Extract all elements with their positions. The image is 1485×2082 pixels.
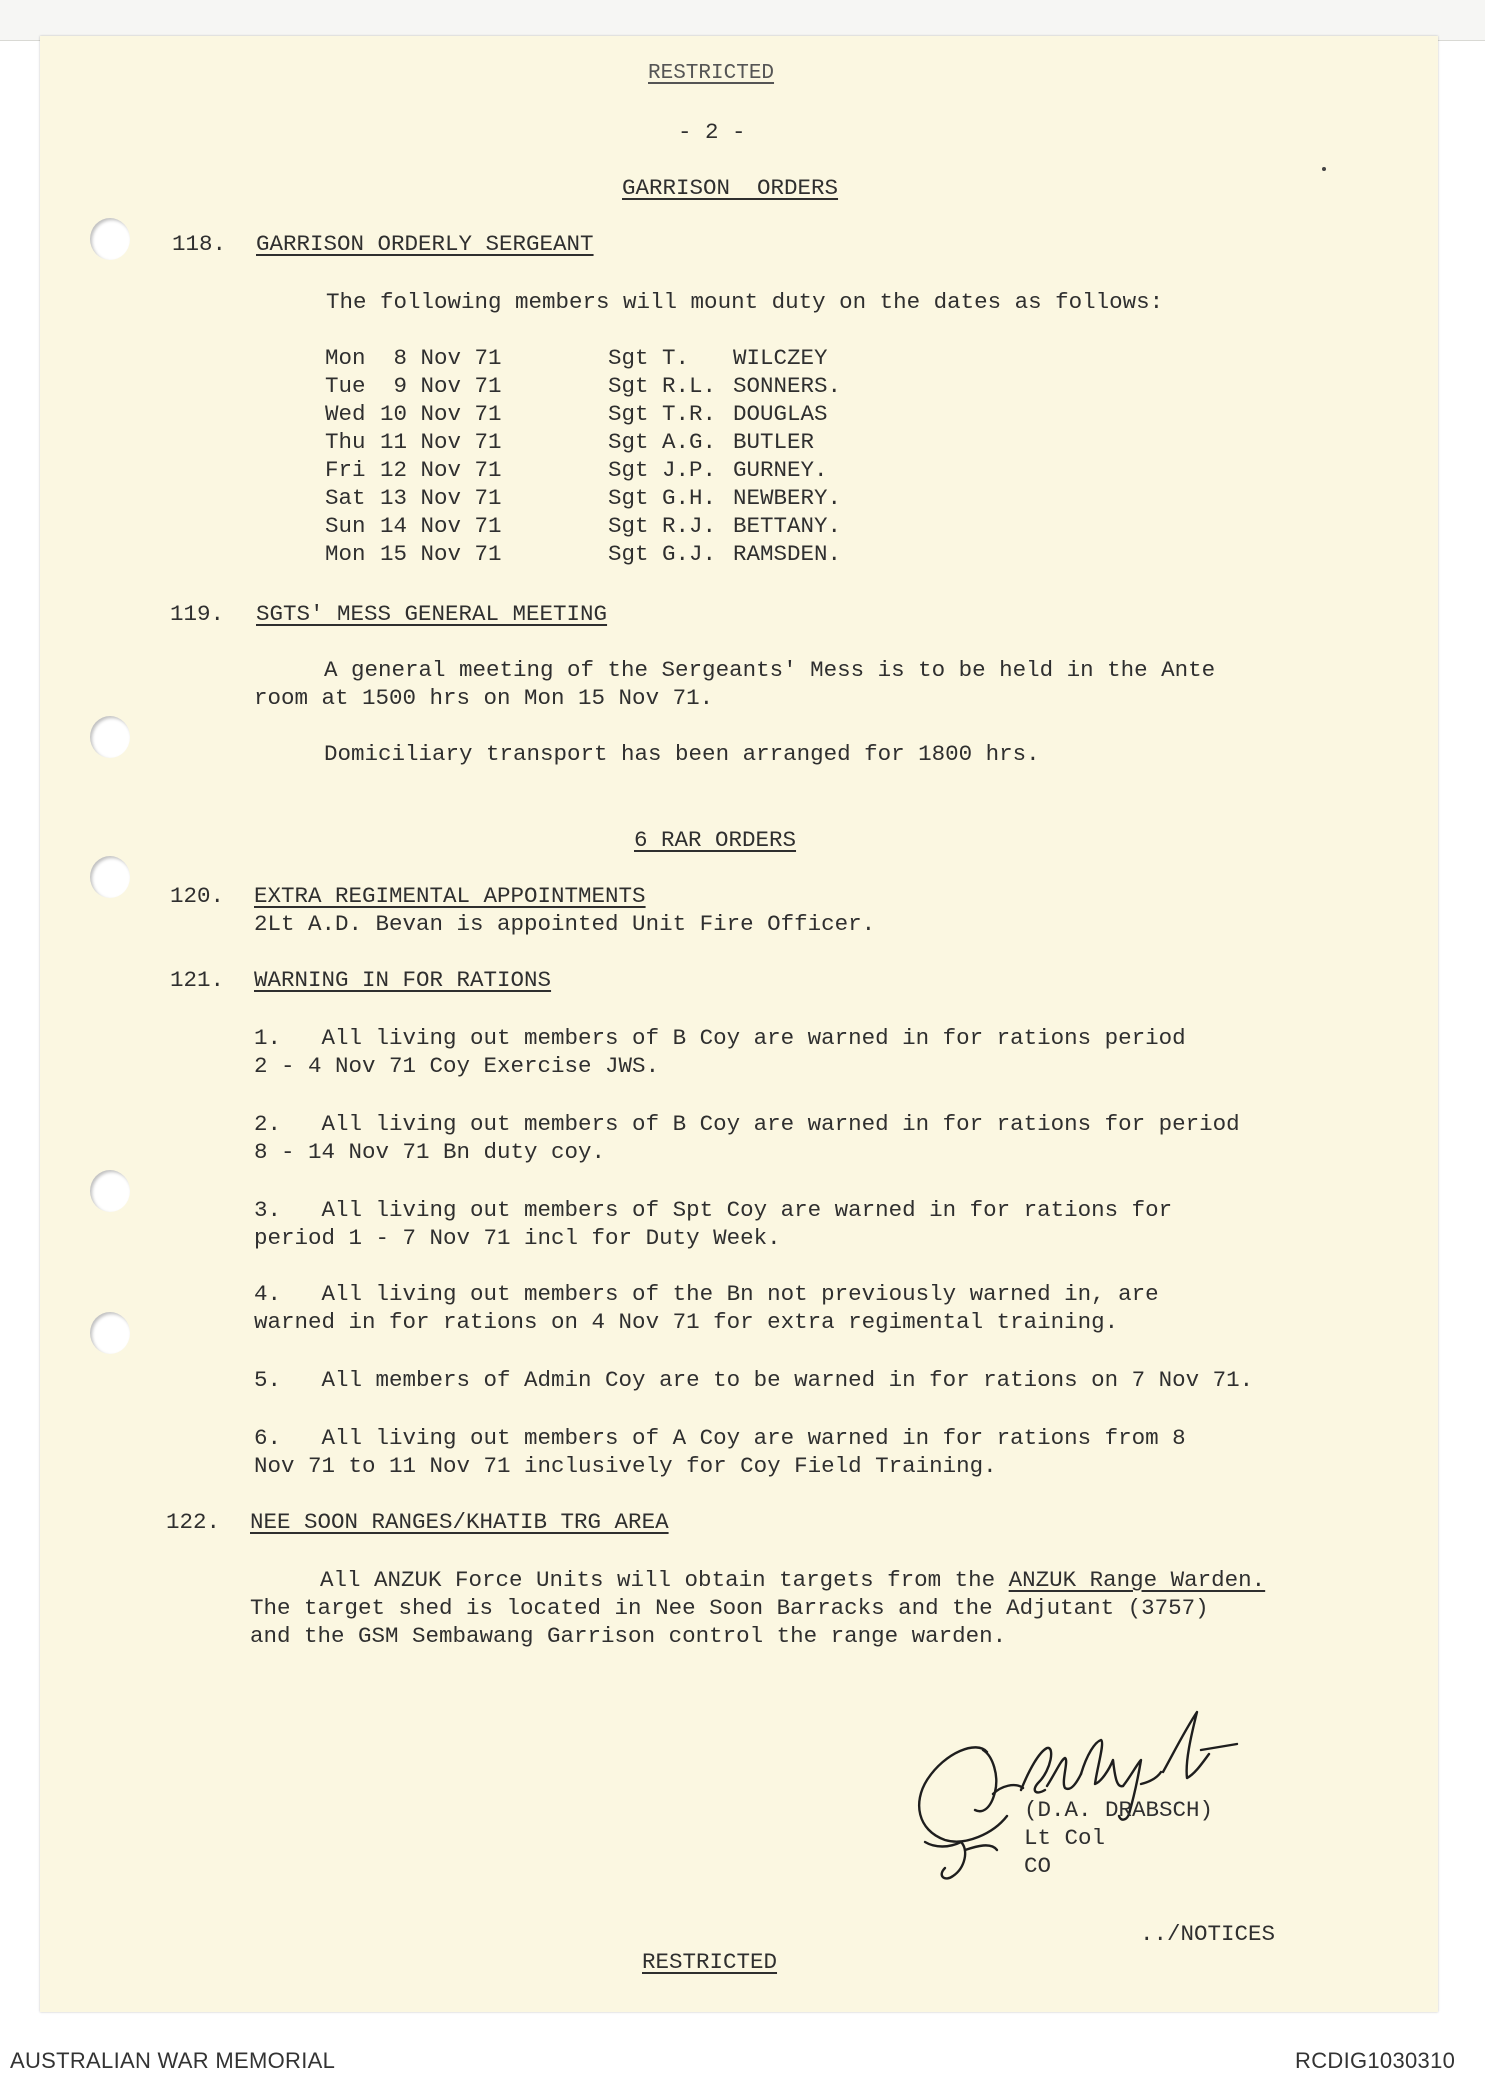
viewer-top-strip xyxy=(0,0,1485,41)
roster-initials: T.R. xyxy=(662,401,717,427)
ration-paragraph-line: 5. All members of Admin Coy are to be warned in for rations on 7 Nov 71. xyxy=(254,1367,1254,1393)
section-title-6rar: 6 RAR ORDERS xyxy=(634,827,797,853)
ration-paragraph-line: 2 - 4 Nov 71 Coy Exercise JWS. xyxy=(254,1053,660,1079)
ration-paragraph-line: 1. All living out members of B Coy are warned in for rations period xyxy=(254,1025,1186,1051)
punch-hole xyxy=(90,1170,130,1212)
roster-day: Tue xyxy=(325,373,366,399)
roster-initials: G.H. xyxy=(662,485,717,511)
roster-initials: J.P. xyxy=(662,457,717,483)
classification-top: RESTRICTED xyxy=(648,62,775,85)
roster-initials: G.J. xyxy=(662,541,717,567)
item-heading: EXTRA REGIMENTAL APPOINTMENTS xyxy=(254,883,646,909)
roster-date: 12 Nov 71 xyxy=(380,457,502,483)
roster-initials: R.L. xyxy=(662,373,717,399)
section-title-garrison: GARRISON ORDERS xyxy=(622,175,839,201)
ration-paragraph-line: 6. All living out members of A Coy are warned in for rations from 8 xyxy=(254,1425,1186,1451)
roster-date: 9 Nov 71 xyxy=(380,373,502,399)
archive-name: AUSTRALIAN WAR MEMORIAL xyxy=(10,2048,336,2073)
ration-paragraph-line: period 1 - 7 Nov 71 incl for Duty Week. xyxy=(254,1225,781,1251)
roster-rank: Sgt xyxy=(608,513,649,539)
roster-day: Wed xyxy=(325,401,366,427)
punch-hole xyxy=(90,218,130,260)
item-number: 121. xyxy=(170,967,225,993)
roster-rank: Sgt xyxy=(608,373,649,399)
roster-name: SONNERS. xyxy=(733,373,842,399)
roster-date: 10 Nov 71 xyxy=(380,401,502,427)
roster-date: 15 Nov 71 xyxy=(380,541,502,567)
roster-name: GURNEY. xyxy=(733,457,828,483)
item-text: room at 1500 hrs on Mon 15 Nov 71. xyxy=(254,685,714,711)
punch-hole xyxy=(90,1312,130,1354)
roster-rank: Sgt xyxy=(608,457,649,483)
roster-name: WILCZEY xyxy=(733,345,828,371)
item-text: A general meeting of the Sergeants' Mess is to be held in the Ante xyxy=(324,657,1216,683)
item-heading: WARNING IN FOR RATIONS xyxy=(254,967,552,993)
roster-rank: Sgt xyxy=(608,345,649,371)
roster-day: Sat xyxy=(325,485,366,511)
classification-bottom: RESTRICTED xyxy=(642,1949,778,1975)
item-text xyxy=(320,1566,1265,1594)
item-text: The target shed is located in Nee Soon Barracks and the Adjutant (3757) xyxy=(250,1595,1209,1621)
ration-paragraph-line: 8 - 14 Nov 71 Bn duty coy. xyxy=(254,1139,606,1165)
signatory-appointment: CO xyxy=(1024,1853,1052,1879)
ration-paragraph-line: Nov 71 to 11 Nov 71 inclusively for Coy Field Training. xyxy=(254,1453,997,1479)
roster-rank: Sgt xyxy=(608,485,649,511)
item-text: Domiciliary transport has been arranged for 1800 hrs. xyxy=(324,741,1040,767)
item-number: 118. xyxy=(172,231,227,257)
roster-date: 14 Nov 71 xyxy=(380,513,502,539)
roster-initials: T. xyxy=(662,345,690,371)
roster-name: BUTLER xyxy=(733,429,815,455)
ration-paragraph-line: 2. All living out members of B Coy are warned in for rations for period xyxy=(254,1111,1240,1137)
roster-name: BETTANY. xyxy=(733,513,842,539)
range-warden-underlined: ANZUK Range Warden. xyxy=(1008,1567,1266,1593)
roster-day: Sun xyxy=(325,513,366,539)
signatory-name: (D.A. DRABSCH) xyxy=(1024,1797,1214,1823)
roster-date: 13 Nov 71 xyxy=(380,485,502,511)
roster-day: Mon xyxy=(325,345,366,371)
punch-hole xyxy=(90,856,130,898)
item-text: The following members will mount duty on the dates as follows: xyxy=(326,289,1164,315)
roster-name: NEWBERY. xyxy=(733,485,842,511)
range-text-prefix: All ANZUK Force Units will obtain targets from the xyxy=(320,1567,1009,1593)
item-text: 2Lt A.D. Bevan is appointed Unit Fire Officer. xyxy=(254,911,876,937)
punch-hole xyxy=(90,716,130,758)
roster-day: Fri xyxy=(325,457,366,483)
roster-rank: Sgt xyxy=(608,541,649,567)
catalogue-id: RCDIG1030310 xyxy=(1295,2048,1456,2073)
continuation-note: ../NOTICES xyxy=(1140,1921,1276,1947)
roster-day: Mon xyxy=(325,541,366,567)
item-number: 120. xyxy=(170,883,225,909)
item-number: 122. xyxy=(166,1509,221,1535)
roster-date: 11 Nov 71 xyxy=(380,429,502,455)
ration-paragraph-line: 4. All living out members of the Bn not previously warned in, are xyxy=(254,1281,1159,1307)
roster-rank: Sgt xyxy=(608,401,649,427)
ration-paragraph-line: 3. All living out members of Spt Coy are warned in for rations for xyxy=(254,1197,1173,1223)
roster-rank: Sgt xyxy=(608,429,649,455)
roster-initials: R.J. xyxy=(662,513,717,539)
item-text: and the GSM Sembawang Garrison control the range warden. xyxy=(250,1623,1007,1649)
roster-name: RAMSDEN. xyxy=(733,541,842,567)
item-heading: SGTS' MESS GENERAL MEETING xyxy=(256,601,608,627)
item-heading: GARRISON ORDERLY SERGEANT xyxy=(256,231,594,257)
roster-day: Thu xyxy=(325,429,366,455)
roster-name: DOUGLAS xyxy=(733,401,828,427)
paper-speck xyxy=(1322,167,1326,171)
page-number: - 2 - xyxy=(678,119,746,145)
item-number: 119. xyxy=(170,601,225,627)
ration-paragraph-line: warned in for rations on 4 Nov 71 for extra regimental training. xyxy=(254,1309,1119,1335)
roster-date: 8 Nov 71 xyxy=(380,345,502,371)
item-heading: NEE SOON RANGES/KHATIB TRG AREA xyxy=(250,1509,669,1535)
roster-initials: A.G. xyxy=(662,429,717,455)
signatory-rank: Lt Col xyxy=(1024,1825,1106,1851)
